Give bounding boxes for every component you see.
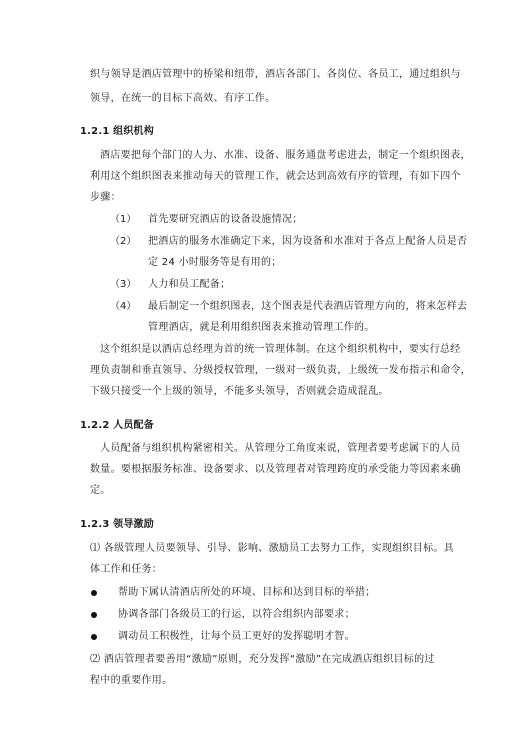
staff-para-line-2: 数量。要根据服务标准、设备要求、以及管理者对管理跨度的承受能力等因素来确 [90, 464, 461, 475]
step-1-number: （1） [110, 214, 137, 225]
bullet-item-1: 帮助下属认清酒店所处的环境、目标和达到目标的举措； [118, 587, 376, 598]
bullet-item-2: 协调各部门各级员工的行运，以符合组织内部要求； [118, 609, 355, 620]
step-4-text-2: 管理酒店，就是利用组织图表来推动管理工作的。 [148, 322, 375, 333]
staff-para-line-1: 人员配备与组织机构紧密相关。从管理分工角度来说，管理者要考虑属下的人员 [100, 443, 461, 454]
intro-line-2: 领导，在统一的目标下高效、有序工作。 [90, 93, 276, 104]
staff-para-line-3: 定。 [90, 485, 111, 496]
lead-para2-line-2: 程中的重要作用。 [90, 675, 173, 686]
org-para1-line-3: 步骤： [90, 192, 121, 203]
bullet-dot-2 [91, 612, 97, 618]
step-3-number: （3） [110, 279, 137, 290]
org-para2-line-1: 这个组织是以酒店总经理为首的统一管理体制。在这个组织机构中，要实行总经 [100, 344, 461, 355]
step-2-text-1: 把酒店的服务水准确定下来，因为设备和水准对于各点上配备人员是否 [148, 236, 468, 247]
org-para2-line-3: 下级只接受一个上级的领导，不能多头领导，否则就会造成混乱。 [90, 386, 389, 397]
step-4-text-1: 最后制定一个组织图表，这个图表是代表酒店管理方向的，将来怎样去 [148, 301, 468, 312]
lead-para2-line-1: ⑵ 酒店管理者要善用“激励”原则，充分发挥“激励”在完成酒店组织目标的过 [90, 654, 435, 665]
org-para1-line-1: 酒店要把每个部门的人力、水准、设备、服务通盘考虑进去，制定一个组织图表， [100, 150, 471, 161]
lead-para1-line-2: 体工作和任务： [90, 564, 163, 575]
bullet-dot-3 [91, 634, 97, 640]
step-2-text-2: 定 24 小时服务等是有用的； [148, 257, 282, 268]
bullet-dot-1 [91, 590, 97, 596]
step-4-number: （4） [110, 301, 137, 312]
heading-1-2-1: 1.2.1 组织机构 [80, 126, 154, 137]
step-3-text: 人力和员工配备； [148, 279, 231, 290]
org-para2-line-2: 理负责制和垂直领导、分级授权管理，一级对一级负责，上级统一发布指示和命令， [90, 365, 472, 376]
step-2-number: （2） [110, 236, 137, 247]
lead-para1-line-1: ⑴ 各级管理人员要领导、引导、影响、激励员工去努力工作，实现组织目标。具 [90, 543, 454, 554]
heading-1-2-3: 1.2.3 领导激励 [80, 519, 154, 530]
heading-1-2-2: 1.2.2 人员配备 [80, 420, 154, 431]
org-para1-line-2: 利用这个组织图表来推动每天的管理工作，就会达到高效有序的管理，有如下四个 [90, 171, 461, 182]
bullet-item-3: 调动员工积极性，让每个员工更好的发挥聪明才智。 [118, 631, 355, 642]
step-1-text: 首先要研究酒店的设备设施情况； [148, 214, 303, 225]
intro-line-1: 织与领导是酒店管理中的桥梁和纽带，酒店各部门、各岗位、各员工，通过组织与 [90, 69, 461, 80]
